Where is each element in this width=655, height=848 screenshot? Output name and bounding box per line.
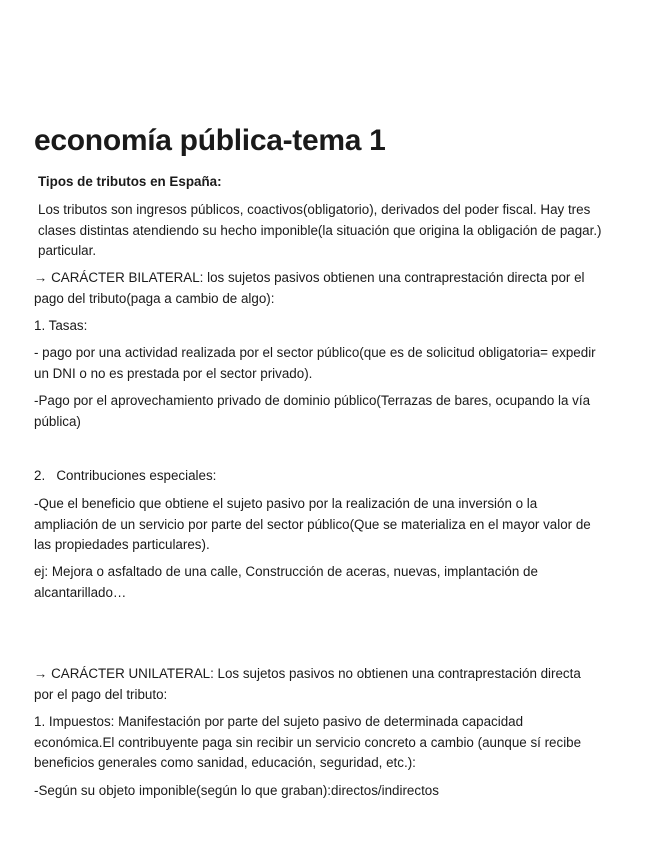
paragraph-tasas-2: -Pago por el aprovechamiento privado de dominio público(Terrazas de bares, ocupando la vía pública)	[34, 393, 591, 429]
paragraph-bilateral: → CARÁCTER BILATERAL: los sujetos pasivos obtienen una contraprestación directa por el pago del tributo(paga a cambio de algo):	[34, 270, 585, 306]
paragraph-objeto-imponible: -Según su objeto imponible(según lo que graban):directos/indirectos	[34, 783, 439, 798]
page-title: economía pública-tema 1	[34, 124, 386, 157]
section-heading: Tipos de tributos en España:	[38, 174, 222, 189]
paragraph-tasas-1: - pago por una actividad realizada por el sector público(que es de solicitud obligatoria= expedir un DNI o no es prestada por el sector privado).	[34, 345, 596, 381]
paragraph-intro: Los tributos son ingresos públicos, coactivos(obligatorio), derivados del poder fiscal. Hay tres clases distintas atendiendo su hecho imponible(la situación que origina la obligación de pagar.) particular.	[38, 202, 602, 258]
list-heading-contribuciones: 2. Contribuciones especiales:	[34, 468, 217, 483]
list-heading-tasas: 1. Tasas:	[34, 318, 88, 333]
paragraph-example: ej: Mejora o asfaltado de una calle, Construcción de aceras, nuevas, implantación de alcantarillado…	[34, 564, 538, 600]
paragraph-contribuciones: -Que el beneficio que obtiene el sujeto pasivo por la realización de una inversión o la ampliación de un servicio por parte del sector público(Que se materializa en el mayor valor de las propiedades particulares).	[34, 496, 591, 552]
paragraph-impuestos: 1. Impuestos: Manifestación por parte del sujeto pasivo de determinada capacidad económica.El contribuyente paga sin recibir un servicio concreto a cambio (aunque sí recibe beneficios generales como sanidad, educación, seguridad, etc.):	[34, 714, 582, 770]
paragraph-unilateral: → CARÁCTER UNILATERAL: Los sujetos pasivos no obtienen una contraprestación directa por el pago del tributo:	[34, 666, 581, 702]
